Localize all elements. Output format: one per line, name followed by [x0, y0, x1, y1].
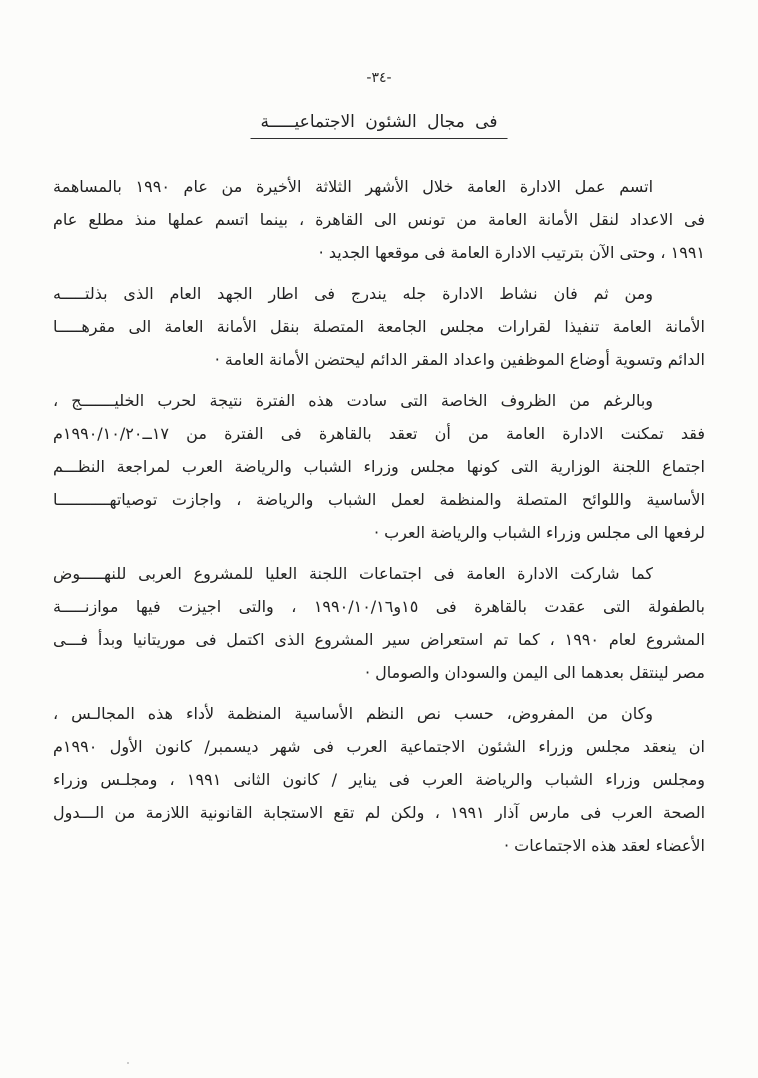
text-line: الصحة العرب فى مارس آذار ١٩٩١ ، ولكن لم تقع الاستجابة القانونية اللازمة من الـــدول: [53, 803, 705, 822]
text-line: وكان من المفروض، حسب نص النظم الأساسية المنظمة لأداء هذه المجالـس ،: [53, 704, 653, 723]
paragraph-5: [53, 697, 705, 862]
text-line: المشروع لعام ١٩٩٠ ، كما تم استعراض سير المشروع الذى اكتمل فى موريتانيا وبدأ فـــى: [53, 630, 705, 649]
text-line: الأمانة العامة تنفيذا لقرارات مجلس الجامعة المتصلة بنقل الأمانة العامة الى مقرهـــــا: [53, 317, 705, 336]
page-number: -٣٤-: [366, 70, 392, 86]
text-line: اجتماع اللجنة الوزارية التى كونها مجلس وزراء الشباب والرياضة العرب لمراجعة النظـــم: [53, 457, 705, 476]
text-line: الدائم وتسوية أوضاع الموظفين واعداد المقر الدائم ليحتضن الأمانة العامة ·: [214, 350, 705, 369]
document-body: [53, 170, 705, 870]
text-line: ومجلس وزراء الشباب والرياضة العرب فى يناير / كانون الثانى ١٩٩١ ، ومجلـس وزراء: [53, 770, 705, 789]
scan-artifact-speck: [127, 1062, 129, 1064]
text-line: وبالرغم من الظروف الخاصة التى سادت هذه الفترة نتيجة لحرب الخليـــــــج ،: [53, 391, 653, 410]
text-line: الأعضاء لعقد هذه الاجتماعات ·: [503, 836, 705, 855]
text-line: ان ينعقد مجلس وزراء الشئون الاجتماعية العرب فى شهر ديسمبر/ كانون الأول ١٩٩٠م: [53, 737, 705, 756]
text-line: لرفعها الى مجلس وزراء الشباب والرياضة العرب ·: [373, 523, 705, 542]
text-line: بالطفولة التى عقدت بالقاهرة فى ١٥و١٩٩٠/١٠/١٦ ، والتى اجيزت فيها موازنـــــة: [53, 597, 705, 616]
section-title: فى مجال الشئون الاجتماعيـــــة: [251, 112, 508, 139]
text-line: ١٩٩١ ، وحتى الآن بترتيب الادارة العامة فى موقعها الجديد ·: [318, 243, 705, 262]
text-line: اتسم عمل الادارة العامة خلال الأشهر الثلاثة الأخيرة من عام ١٩٩٠ بالمساهمة: [53, 177, 654, 196]
text-line: مصر لينتقل بعدهما الى اليمن والسودان والصومال ·: [364, 663, 705, 682]
text-line: كما شاركت الادارة العامة فى اجتماعات اللجنة العليا للمشروع العربى للنهـــــوض: [53, 564, 653, 583]
paragraph-4: [53, 557, 705, 689]
text-line: فقد تمكنت الادارة العامة من أن تعقد بالقاهرة فى الفترة من ١٧ــ١٩٩٠/١٠/٢٠م: [53, 424, 705, 443]
text-line: فى الاعداد لنقل الأمانة العامة من تونس الى القاهرة ، بينما اتسم عملها منذ مطلع عام: [53, 210, 705, 229]
text-line: ومن ثم فان نشاط الادارة جله يندرج فى اطار الجهد العام الذى بذلتـــــه: [53, 284, 653, 303]
text-line: الأساسية واللوائح المتصلة والمنظمة لعمل الشباب والرياضة ، واجازت توصياتهـــــــــــا: [53, 490, 705, 509]
paragraph-1: [53, 170, 705, 269]
paragraph-3: [53, 384, 705, 549]
paragraph-2: [53, 277, 705, 376]
